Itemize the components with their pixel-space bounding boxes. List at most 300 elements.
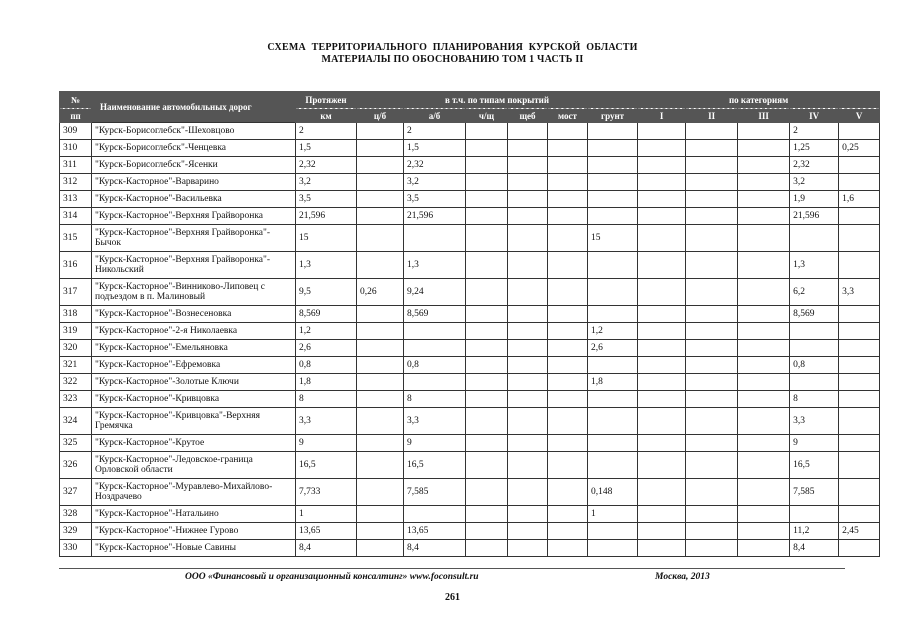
cell-name: "Курск-Касторное"-Верхняя Грайворонка <box>92 208 296 225</box>
cell-most <box>548 174 588 191</box>
cell-km: 2,32 <box>296 157 357 174</box>
cell-c4: 1,3 <box>790 252 839 279</box>
cell-c3 <box>738 479 790 506</box>
cell-km: 0,8 <box>296 357 357 374</box>
footer-company: ООО «Финансовый и организационный консалтинг» www.foconsult.ru <box>185 572 479 582</box>
cell-c5: 0,25 <box>839 140 880 157</box>
cell-c4: 8,4 <box>790 540 839 557</box>
table-row <box>60 540 880 557</box>
cell-c2 <box>686 479 738 506</box>
cell-name: "Курск-Касторное"-Васильевка <box>92 191 296 208</box>
cell-shcheb <box>508 174 548 191</box>
cell-no: 324 <box>60 408 92 435</box>
cell-c2 <box>686 374 738 391</box>
cell-c4: 21,596 <box>790 208 839 225</box>
cell-name: "Курск-Касторное"-2-я Николаевка <box>92 323 296 340</box>
table-row <box>60 140 880 157</box>
cell-c1 <box>638 523 686 540</box>
cell-ab: 16,5 <box>404 452 466 479</box>
cell-grunt <box>588 435 638 452</box>
cell-c3 <box>738 306 790 323</box>
cell-name: "Курск-Касторное"-Емельяновка <box>92 340 296 357</box>
cell-name: "Курск-Касторное"-Золотые Ключи <box>92 374 296 391</box>
cell-no: 312 <box>60 174 92 191</box>
cell-shcheb <box>508 252 548 279</box>
cell-most <box>548 374 588 391</box>
cell-c2 <box>686 408 738 435</box>
cell-cb <box>357 208 404 225</box>
cell-c2 <box>686 174 738 191</box>
cell-ab: 9,24 <box>404 279 466 306</box>
cell-c5 <box>839 357 880 374</box>
cell-most <box>548 340 588 357</box>
cell-c3 <box>738 357 790 374</box>
cell-km: 1,2 <box>296 323 357 340</box>
cell-name: "Курск-Касторное"-Нижнее Гурово <box>92 523 296 540</box>
cell-c3 <box>738 435 790 452</box>
header-grunt: грунт <box>588 109 638 123</box>
cell-ab: 9 <box>404 435 466 452</box>
header-shcheb: щеб <box>508 109 548 123</box>
cell-grunt <box>588 174 638 191</box>
cell-grunt: 1,2 <box>588 323 638 340</box>
cell-c2 <box>686 391 738 408</box>
cell-c2 <box>686 191 738 208</box>
cell-cb <box>357 452 404 479</box>
cell-chts <box>466 540 508 557</box>
cell-grunt: 1,8 <box>588 374 638 391</box>
table-row <box>60 174 880 191</box>
cell-c3 <box>738 252 790 279</box>
cell-c1 <box>638 225 686 252</box>
cell-chts <box>466 479 508 506</box>
cell-no: 313 <box>60 191 92 208</box>
cell-c5 <box>839 340 880 357</box>
cell-cb <box>357 357 404 374</box>
cell-c2 <box>686 357 738 374</box>
table-row <box>60 523 880 540</box>
header-cat-5: V <box>839 109 880 123</box>
cell-ab <box>404 340 466 357</box>
cell-shcheb <box>508 140 548 157</box>
header-category-group: по категориям <box>638 92 880 109</box>
cell-c5 <box>839 174 880 191</box>
table-row <box>60 391 880 408</box>
cell-c2 <box>686 157 738 174</box>
cell-c1 <box>638 323 686 340</box>
cell-c4: 8 <box>790 391 839 408</box>
cell-cb <box>357 252 404 279</box>
cell-chts <box>466 506 508 523</box>
cell-c5 <box>839 452 880 479</box>
cell-c4: 6,2 <box>790 279 839 306</box>
cell-c5 <box>839 252 880 279</box>
cell-km: 2,6 <box>296 340 357 357</box>
cell-cb <box>357 323 404 340</box>
cell-c5 <box>839 479 880 506</box>
cell-cb <box>357 140 404 157</box>
cell-ab: 2 <box>404 123 466 140</box>
cell-no: 316 <box>60 252 92 279</box>
cell-no: 327 <box>60 479 92 506</box>
cell-most <box>548 252 588 279</box>
cell-shcheb <box>508 540 548 557</box>
cell-no: 311 <box>60 157 92 174</box>
cell-most <box>548 540 588 557</box>
cell-cb <box>357 123 404 140</box>
cell-c4 <box>790 506 839 523</box>
cell-c5 <box>839 391 880 408</box>
cell-no: 329 <box>60 523 92 540</box>
cell-chts <box>466 374 508 391</box>
cell-grunt <box>588 452 638 479</box>
cell-c5: 2,45 <box>839 523 880 540</box>
cell-c5 <box>839 225 880 252</box>
cell-c1 <box>638 391 686 408</box>
cell-ab <box>404 323 466 340</box>
cell-c3 <box>738 208 790 225</box>
cell-cb <box>357 306 404 323</box>
cell-c4: 16,5 <box>790 452 839 479</box>
cell-c4: 7,585 <box>790 479 839 506</box>
cell-ab: 8,569 <box>404 306 466 323</box>
cell-cb <box>357 225 404 252</box>
cell-c5 <box>839 506 880 523</box>
cell-c2 <box>686 340 738 357</box>
cell-shcheb <box>508 123 548 140</box>
cell-shcheb <box>508 506 548 523</box>
cell-km: 8 <box>296 391 357 408</box>
table-row <box>60 357 880 374</box>
cell-chts <box>466 208 508 225</box>
cell-name: "Курск-Касторное"-Ефремовка <box>92 357 296 374</box>
cell-most <box>548 391 588 408</box>
cell-c5 <box>839 157 880 174</box>
table-row <box>60 252 880 279</box>
cell-c1 <box>638 279 686 306</box>
cell-most <box>548 208 588 225</box>
cell-shcheb <box>508 523 548 540</box>
cell-c2 <box>686 323 738 340</box>
header-most: мост <box>548 109 588 123</box>
cell-shcheb <box>508 435 548 452</box>
cell-cb: 0,26 <box>357 279 404 306</box>
cell-c4: 1,25 <box>790 140 839 157</box>
cell-km: 21,596 <box>296 208 357 225</box>
cell-most <box>548 479 588 506</box>
cell-c1 <box>638 191 686 208</box>
cell-chts <box>466 157 508 174</box>
cell-grunt <box>588 252 638 279</box>
cell-shcheb <box>508 157 548 174</box>
cell-name: "Курск-Касторное"-Винниково-Липовец с подъездом в п. Малиновый <box>92 279 296 306</box>
cell-chts <box>466 306 508 323</box>
cell-ab: 0,8 <box>404 357 466 374</box>
cell-no: 317 <box>60 279 92 306</box>
cell-cb <box>357 374 404 391</box>
cell-chts <box>466 252 508 279</box>
cell-km: 9 <box>296 435 357 452</box>
document-subtitle: МАТЕРИАЛЫ ПО ОБОСНОВАНИЮ ТОМ 1 ЧАСТЬ II <box>321 54 584 65</box>
cell-c3 <box>738 225 790 252</box>
cell-shcheb <box>508 225 548 252</box>
cell-c1 <box>638 123 686 140</box>
roads-table <box>59 91 880 557</box>
table-header-row-1 <box>60 92 880 109</box>
table-row <box>60 306 880 323</box>
cell-chts <box>466 357 508 374</box>
cell-most <box>548 357 588 374</box>
cell-no: 326 <box>60 452 92 479</box>
table-row <box>60 323 880 340</box>
cell-km: 3,5 <box>296 191 357 208</box>
cell-most <box>548 408 588 435</box>
cell-grunt: 2,6 <box>588 340 638 357</box>
header-cat-4: IV <box>790 109 839 123</box>
cell-c2 <box>686 225 738 252</box>
cell-most <box>548 523 588 540</box>
cell-no: 328 <box>60 506 92 523</box>
cell-chts <box>466 279 508 306</box>
cell-c3 <box>738 123 790 140</box>
cell-ab <box>404 374 466 391</box>
cell-km: 1,8 <box>296 374 357 391</box>
cell-shcheb <box>508 391 548 408</box>
cell-km: 15 <box>296 225 357 252</box>
cell-most <box>548 157 588 174</box>
table-row <box>60 279 880 306</box>
cell-c2 <box>686 208 738 225</box>
cell-c1 <box>638 252 686 279</box>
header-cat-2: II <box>686 109 738 123</box>
cell-c2 <box>686 523 738 540</box>
cell-most <box>548 452 588 479</box>
cell-c2 <box>686 452 738 479</box>
cell-c1 <box>638 540 686 557</box>
cell-most <box>548 506 588 523</box>
cell-shcheb <box>508 408 548 435</box>
cell-c3 <box>738 506 790 523</box>
cell-chts <box>466 140 508 157</box>
cell-name: "Курск-Касторное"-Кривцовка"-Верхняя Гремячка <box>92 408 296 435</box>
cell-name: "Курск-Касторное"-Верхняя Грайворонка"-Бычок <box>92 225 296 252</box>
cell-c1 <box>638 140 686 157</box>
table-row <box>60 191 880 208</box>
document-title: СХЕМА ТЕРРИТОРИАЛЬНОГО ПЛАНИРОВАНИЯ КУРСКОЙ ОБЛАСТИ <box>267 42 638 53</box>
cell-no: 310 <box>60 140 92 157</box>
cell-c2 <box>686 279 738 306</box>
cell-name: "Курск-Борисоглебск"-Ясенки <box>92 157 296 174</box>
cell-c1 <box>638 452 686 479</box>
cell-grunt <box>588 357 638 374</box>
cell-grunt <box>588 279 638 306</box>
cell-name: "Курск-Борисоглебск"-Шеховцово <box>92 123 296 140</box>
cell-most <box>548 191 588 208</box>
cell-c4 <box>790 340 839 357</box>
cell-km: 3,3 <box>296 408 357 435</box>
cell-name: "Курск-Борисоглебск"-Ченцевка <box>92 140 296 157</box>
cell-most <box>548 323 588 340</box>
cell-grunt <box>588 140 638 157</box>
cell-c5 <box>839 374 880 391</box>
cell-most <box>548 140 588 157</box>
cell-c2 <box>686 435 738 452</box>
cell-c4: 9 <box>790 435 839 452</box>
cell-cb <box>357 191 404 208</box>
cell-name: "Курск-Касторное"-Ледовское-граница Орловской области <box>92 452 296 479</box>
cell-no: 320 <box>60 340 92 357</box>
cell-c3 <box>738 374 790 391</box>
cell-ab: 1,3 <box>404 252 466 279</box>
cell-cb <box>357 506 404 523</box>
cell-cb <box>357 391 404 408</box>
cell-km: 16,5 <box>296 452 357 479</box>
cell-cb <box>357 340 404 357</box>
cell-cb <box>357 408 404 435</box>
cell-c3 <box>738 452 790 479</box>
cell-grunt: 0,148 <box>588 479 638 506</box>
header-surface-group: в т.ч. по типам покрытий <box>357 92 638 109</box>
cell-c3 <box>738 191 790 208</box>
cell-grunt: 15 <box>588 225 638 252</box>
table-row <box>60 340 880 357</box>
cell-km: 8,4 <box>296 540 357 557</box>
cell-c4: 1,9 <box>790 191 839 208</box>
cell-grunt <box>588 523 638 540</box>
cell-shcheb <box>508 340 548 357</box>
table-row <box>60 157 880 174</box>
table-row <box>60 479 880 506</box>
cell-cb <box>357 174 404 191</box>
cell-c1 <box>638 340 686 357</box>
cell-c1 <box>638 479 686 506</box>
cell-c5 <box>839 540 880 557</box>
cell-km: 1,3 <box>296 252 357 279</box>
table-row <box>60 208 880 225</box>
cell-km: 7,733 <box>296 479 357 506</box>
cell-cb <box>357 435 404 452</box>
footer-city-year: Москва, 2013 <box>655 572 710 582</box>
cell-chts <box>466 340 508 357</box>
cell-no: 309 <box>60 123 92 140</box>
cell-shcheb <box>508 306 548 323</box>
cell-most <box>548 306 588 323</box>
cell-c3 <box>738 174 790 191</box>
table-row <box>60 408 880 435</box>
cell-ab <box>404 225 466 252</box>
cell-most <box>548 123 588 140</box>
cell-c4: 11,2 <box>790 523 839 540</box>
cell-c5: 3,3 <box>839 279 880 306</box>
cell-c2 <box>686 252 738 279</box>
cell-most <box>548 225 588 252</box>
cell-c2 <box>686 540 738 557</box>
cell-ab: 13,65 <box>404 523 466 540</box>
cell-name: "Курск-Касторное"-Крутое <box>92 435 296 452</box>
cell-km: 13,65 <box>296 523 357 540</box>
cell-c3 <box>738 391 790 408</box>
cell-shcheb <box>508 323 548 340</box>
cell-c1 <box>638 435 686 452</box>
cell-c5 <box>839 123 880 140</box>
cell-shcheb <box>508 374 548 391</box>
cell-ab: 3,2 <box>404 174 466 191</box>
footer-rule <box>59 568 845 569</box>
cell-most <box>548 279 588 306</box>
cell-no: 315 <box>60 225 92 252</box>
cell-c4: 3,2 <box>790 174 839 191</box>
cell-grunt <box>588 123 638 140</box>
cell-km: 9,5 <box>296 279 357 306</box>
cell-chts <box>466 123 508 140</box>
cell-c1 <box>638 374 686 391</box>
cell-c2 <box>686 506 738 523</box>
cell-km: 8,569 <box>296 306 357 323</box>
cell-c4: 2 <box>790 123 839 140</box>
cell-chts <box>466 452 508 479</box>
cell-grunt <box>588 157 638 174</box>
header-chts: ч/щ <box>466 109 508 123</box>
header-pp: пп <box>60 109 92 123</box>
cell-c3 <box>738 323 790 340</box>
cell-cb <box>357 157 404 174</box>
cell-ab: 21,596 <box>404 208 466 225</box>
cell-km: 2 <box>296 123 357 140</box>
cell-no: 321 <box>60 357 92 374</box>
cell-shcheb <box>508 279 548 306</box>
cell-shcheb <box>508 357 548 374</box>
cell-c3 <box>738 408 790 435</box>
cell-c1 <box>638 357 686 374</box>
cell-c2 <box>686 306 738 323</box>
cell-no: 318 <box>60 306 92 323</box>
cell-chts <box>466 435 508 452</box>
cell-chts <box>466 191 508 208</box>
cell-c5 <box>839 323 880 340</box>
cell-name: "Курск-Касторное"-Новые Савины <box>92 540 296 557</box>
header-road-name: Наименование автомобильных дорог <box>92 92 296 123</box>
cell-shcheb <box>508 479 548 506</box>
cell-c5 <box>839 306 880 323</box>
cell-shcheb <box>508 191 548 208</box>
header-cb: ц/б <box>357 109 404 123</box>
table-row <box>60 123 880 140</box>
cell-c4 <box>790 323 839 340</box>
cell-grunt <box>588 208 638 225</box>
cell-c4: 0,8 <box>790 357 839 374</box>
cell-no: 314 <box>60 208 92 225</box>
cell-c5 <box>839 208 880 225</box>
cell-c3 <box>738 523 790 540</box>
header-ab: а/б <box>404 109 466 123</box>
cell-c4: 3,3 <box>790 408 839 435</box>
cell-c2 <box>686 123 738 140</box>
cell-c4: 8,569 <box>790 306 839 323</box>
table-row <box>60 506 880 523</box>
cell-chts <box>466 225 508 252</box>
cell-name: "Курск-Касторное"-Кривцовка <box>92 391 296 408</box>
cell-shcheb <box>508 452 548 479</box>
header-cat-3: III <box>738 109 790 123</box>
cell-c4 <box>790 374 839 391</box>
cell-shcheb <box>508 208 548 225</box>
cell-grunt <box>588 408 638 435</box>
cell-grunt <box>588 191 638 208</box>
cell-c3 <box>738 140 790 157</box>
cell-c4: 2,32 <box>790 157 839 174</box>
cell-no: 322 <box>60 374 92 391</box>
cell-c2 <box>686 140 738 157</box>
